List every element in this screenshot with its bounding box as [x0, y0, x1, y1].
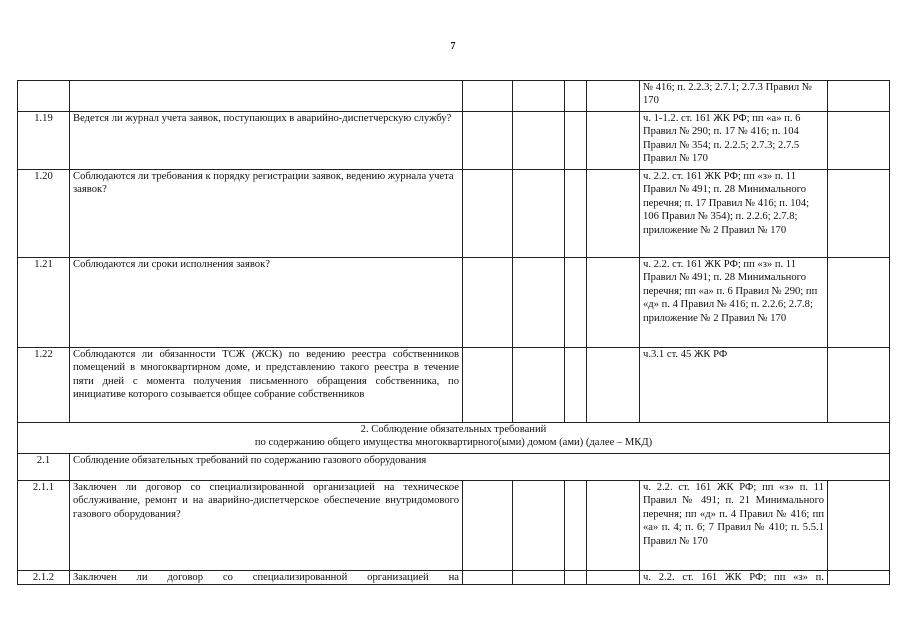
- table-row: [18, 81, 890, 112]
- notes-cell: [828, 348, 890, 423]
- answer-na-cell: [565, 170, 587, 258]
- answer-yes-cell: [463, 348, 513, 423]
- section-heading: [18, 423, 890, 454]
- legal-reference-cell: ч.3.1 ст. 45 ЖК РФ: [640, 348, 828, 423]
- notes-cell: [828, 81, 890, 112]
- legal-reference-cell: № 416; п. 2.2.3; 2.7.1; 2.7.3 Правил № 170: [640, 81, 828, 112]
- question-cell: [70, 81, 463, 112]
- row-number: 1.22: [18, 348, 70, 423]
- table-row: [18, 112, 890, 170]
- legal-reference-cell: ч. 2.2. ст. 161 ЖК РФ; пп «з» п. 11 Правил № 491; п. 21 Минимального перечня; пп «д» п. 4 Правил № 416; пп «а» п. 4; п. 6; 7 Правил № 410; п. 5.5.1 Правил № 170: [640, 481, 828, 571]
- answer-no-cell: [513, 170, 565, 258]
- answer-extra-cell: [587, 112, 640, 170]
- legal-reference-cell: ч. 1-1.2. ст. 161 ЖК РФ; пп «а» п. 6 Правил № 290; п. 17 № 416; п. 104 Правил № 354; п. 2.2.5; 2.7.3; 2.7.5 Правил № 170: [640, 112, 828, 170]
- answer-no-cell: [513, 571, 565, 585]
- section-heading-row: [18, 423, 890, 454]
- answer-no-cell: [513, 112, 565, 170]
- answer-no-cell: [513, 81, 565, 112]
- answer-yes-cell: [463, 112, 513, 170]
- notes-cell: [828, 258, 890, 348]
- answer-na-cell: [565, 571, 587, 585]
- answer-na-cell: [565, 258, 587, 348]
- question-cell: Соблюдаются ли сроки исполнения заявок?: [70, 258, 463, 348]
- page-number: 7: [450, 41, 456, 52]
- row-number: 1.21: [18, 258, 70, 348]
- row-number: 2.1.1: [18, 481, 70, 571]
- notes-cell: [828, 112, 890, 170]
- answer-extra-cell: [587, 348, 640, 423]
- question-cell: Ведется ли журнал учета заявок, поступающих в аварийно-диспетчерскую службу?: [70, 112, 463, 170]
- table-row: [18, 348, 890, 423]
- question-cell: Соблюдаются ли обязанности ТСЖ (ЖСК) по ведению реестра собственников помещений в многоквартирном доме, и представлению такого реестра в течение пяти дней с момента получения письменного обращения собственника, по инициативе которого созывается общее собрание собственников: [70, 348, 463, 423]
- answer-no-cell: [513, 348, 565, 423]
- row-number: 1.19: [18, 112, 70, 170]
- answer-yes-cell: [463, 481, 513, 571]
- row-number: [18, 81, 70, 112]
- legal-reference-cell: ч. 2.2. ст. 161 ЖК РФ; пп «з» п.: [640, 571, 828, 585]
- notes-cell: [828, 170, 890, 258]
- subsection-title: Соблюдение обязательных требований по содержанию газового оборудования: [70, 454, 890, 481]
- table-row: [18, 481, 890, 571]
- answer-no-cell: [513, 258, 565, 348]
- question-cell: Заключен ли договор со специализированной организацией на техническое обслуживание, ремонт и на аварийно-диспетчерское обеспечение внутридомового газового оборудования?: [70, 481, 463, 571]
- notes-cell: [828, 571, 890, 585]
- inspection-checklist-table: [17, 80, 890, 585]
- answer-no-cell: [513, 481, 565, 571]
- answer-yes-cell: [463, 81, 513, 112]
- row-number: 1.20: [18, 170, 70, 258]
- answer-extra-cell: [587, 258, 640, 348]
- answer-yes-cell: [463, 571, 513, 585]
- section-title-line1: 2. Соблюдение обязательных требований: [360, 424, 547, 435]
- answer-extra-cell: [587, 170, 640, 258]
- question-cell: Заключен ли договор со специализированной организацией на: [70, 571, 463, 585]
- legal-reference-cell: ч. 2.2. ст. 161 ЖК РФ; пп «з» п. 11 Правил № 491; п. 28 Минимального перечня; пп «а» п. 6 Правил № 290; пп «д» п. 4 Правил № 416; п. 2.2.6; 2.7.8; приложение № 2 Правил № 170: [640, 258, 828, 348]
- question-cell: Соблюдаются ли требования к порядку регистрации заявок, ведению журнала учета заявок?: [70, 170, 463, 258]
- table-row: [18, 258, 890, 348]
- answer-na-cell: [565, 348, 587, 423]
- section-title-line2: по содержанию общего имущества многоквартирного(ыми) домом (ами) (далее – МКД): [254, 437, 653, 449]
- legal-reference-cell: ч. 2.2. ст. 161 ЖК РФ; пп «з» п. 11 Правил № 491; п. 28 Минимального перечня; п. 17 Правил № 416; п. 104; 106 Правил № 354); п. 2.2.6; 2.7.8; приложение № 2 Правил № 170: [640, 170, 828, 258]
- answer-extra-cell: [587, 571, 640, 585]
- answer-na-cell: [565, 112, 587, 170]
- subsection-number: 2.1: [18, 454, 70, 481]
- subsection-row: [18, 454, 890, 481]
- notes-cell: [828, 481, 890, 571]
- row-number: 2.1.2: [18, 571, 70, 585]
- table-row: [18, 170, 890, 258]
- answer-extra-cell: [587, 481, 640, 571]
- answer-na-cell: [565, 81, 587, 112]
- answer-yes-cell: [463, 170, 513, 258]
- answer-na-cell: [565, 481, 587, 571]
- table-row: [18, 571, 890, 585]
- answer-yes-cell: [463, 258, 513, 348]
- answer-extra-cell: [587, 81, 640, 112]
